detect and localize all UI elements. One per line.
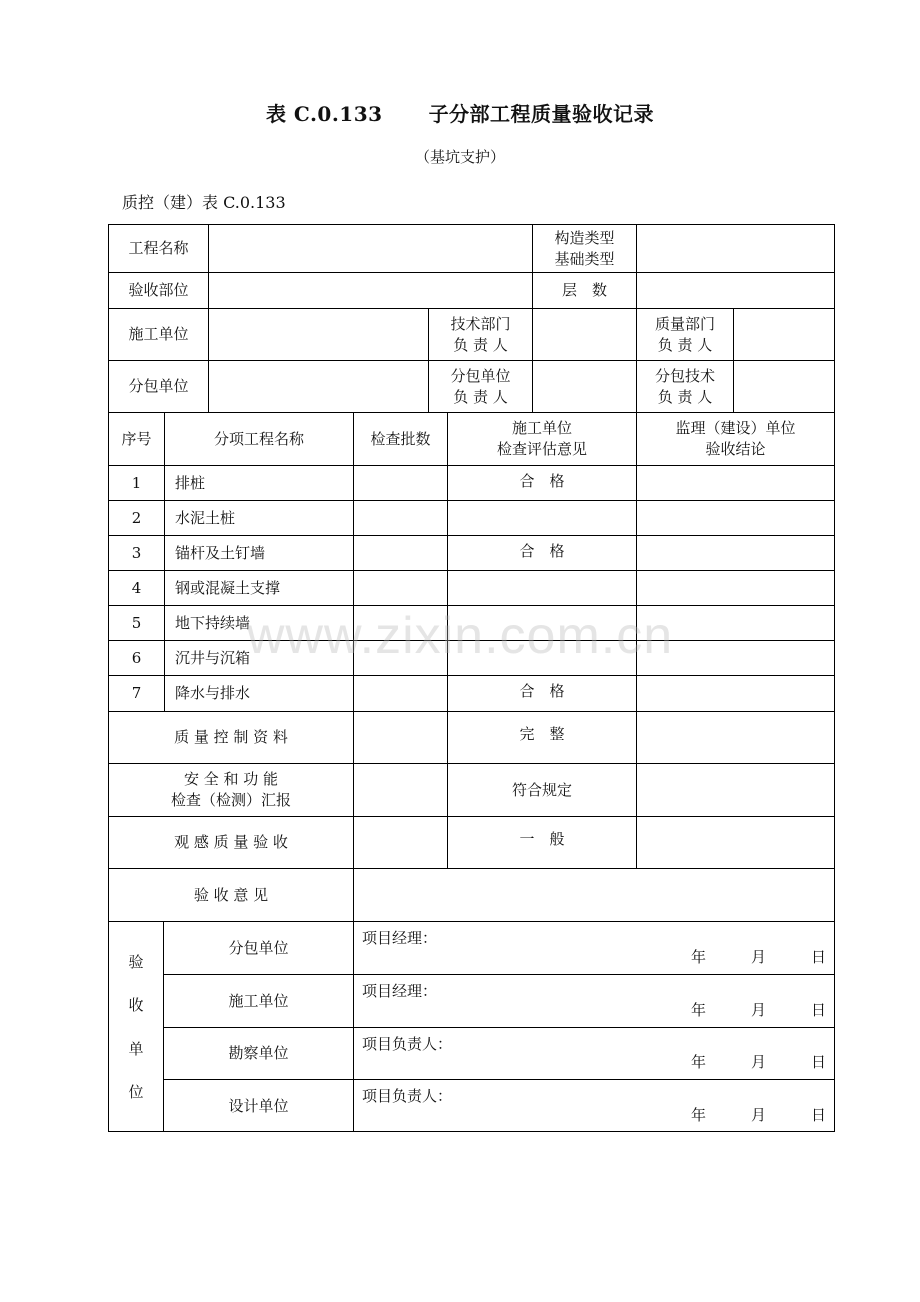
- table-row: [109, 570, 834, 605]
- item-name: 沉井与沉箱: [164, 641, 353, 675]
- subcontract-tech-value[interactable]: [733, 361, 834, 412]
- signature-unit: 施工单位: [228, 991, 289, 1010]
- tech-dept-value[interactable]: [532, 309, 636, 360]
- table-row: [109, 675, 834, 711]
- safety-row: [109, 763, 834, 816]
- item-conclusion[interactable]: [636, 501, 834, 535]
- signature-row: [164, 922, 834, 974]
- signature-role: 项目负责人：: [362, 1035, 453, 1053]
- construction-unit-row: [109, 308, 834, 360]
- item-batches[interactable]: [353, 501, 447, 535]
- acceptance-opinion-label: 验 收 意 见: [193, 885, 269, 904]
- item-seq: 1: [131, 473, 142, 492]
- acceptance-opinion-row: [109, 868, 834, 921]
- side-char: 位: [128, 1082, 144, 1101]
- item-batches[interactable]: [353, 466, 447, 500]
- item-seq: 5: [131, 613, 142, 632]
- table-row: [109, 605, 834, 640]
- item-opinion: 合 格: [447, 466, 636, 500]
- safety-batches[interactable]: [353, 764, 447, 816]
- construction-unit-label: 施工单位: [128, 325, 189, 343]
- acceptance-part-value[interactable]: [208, 273, 532, 308]
- safety-label: 安 全 和 功 能 检查（检测）汇报: [170, 770, 291, 809]
- item-seq: 4: [131, 578, 142, 597]
- column-header-row: [109, 412, 834, 465]
- item-opinion: [447, 641, 636, 675]
- item-batches[interactable]: [353, 676, 447, 711]
- table-code: 表 C.0.133: [265, 102, 383, 126]
- item-batches[interactable]: [353, 536, 447, 570]
- signature-date: 年 月 日: [690, 1053, 826, 1071]
- item-name: 水泥土桩: [164, 501, 353, 535]
- form-code: 质控（建）表 C.0.133: [122, 193, 286, 212]
- item-name: 地下持续墙: [164, 606, 353, 640]
- type-value[interactable]: [636, 225, 834, 272]
- signature-field[interactable]: [353, 1080, 834, 1132]
- watermark: www.zixin.com.cn: [246, 607, 674, 665]
- subcontract-unit-value[interactable]: [208, 361, 428, 412]
- quality-docs-opinion: 完 整: [447, 712, 636, 763]
- table-row: [109, 640, 834, 675]
- item-name: 钢或混凝土支撑: [164, 571, 353, 605]
- acceptance-opinion-value[interactable]: [353, 869, 834, 921]
- subtitle: （基坑支护）: [414, 148, 505, 166]
- item-opinion: [447, 606, 636, 640]
- type-labels: [532, 225, 636, 272]
- signature-role: 项目负责人：: [362, 1087, 453, 1105]
- item-opinion: [447, 501, 636, 535]
- signature-date: 年 月 日: [690, 1001, 826, 1019]
- structure-type-label: 构造类型: [554, 228, 615, 247]
- item-seq: 2: [131, 508, 142, 527]
- quality-docs-label: 质 量 控 制 资 料: [174, 728, 288, 746]
- appearance-row: [109, 816, 834, 868]
- appearance-batches[interactable]: [353, 817, 447, 868]
- signature-field[interactable]: [353, 1028, 834, 1079]
- acceptance-part-label: 验收部位: [128, 281, 189, 299]
- safety-opinion: 符合规定: [447, 764, 636, 816]
- subcontract-head-label: 分包单位 负 责 人: [428, 361, 532, 412]
- signature-unit: 勘察单位: [228, 1044, 289, 1062]
- acceptance-unit-side-label: [109, 922, 164, 1131]
- item-name: 排桩: [164, 466, 353, 500]
- document-title: [0, 98, 920, 127]
- subcontract-head-value[interactable]: [532, 361, 636, 412]
- item-conclusion[interactable]: [636, 466, 834, 500]
- foundation-type-label: 基础类型: [554, 249, 615, 268]
- signature-date: 年 月 日: [690, 948, 826, 966]
- signature-role: 项目经理：: [362, 929, 438, 947]
- item-seq: 6: [131, 648, 142, 667]
- item-conclusion[interactable]: [636, 536, 834, 570]
- item-opinion: [447, 571, 636, 605]
- quality-dept-value[interactable]: [733, 309, 834, 360]
- item-name: 降水与排水: [164, 676, 353, 711]
- item-seq: 3: [131, 543, 142, 562]
- quality-docs-batches[interactable]: [353, 712, 447, 763]
- signature-row: [164, 1027, 834, 1079]
- acceptance-part-row: [109, 272, 834, 308]
- col-item-name: 分项工程名称: [164, 413, 353, 465]
- quality-docs-conclusion[interactable]: [636, 712, 834, 763]
- construction-unit-value[interactable]: [208, 309, 428, 360]
- floors-value[interactable]: [636, 273, 834, 308]
- floors-label: 层 数: [532, 273, 636, 308]
- table-row: [109, 465, 834, 500]
- tech-dept-label: 技术部门 负 责 人: [428, 309, 532, 360]
- subcontract-unit-row: [109, 360, 834, 412]
- signature-row: [164, 1079, 834, 1132]
- project-name-value[interactable]: [208, 225, 532, 272]
- acceptance-table: [108, 224, 835, 1132]
- item-conclusion[interactable]: [636, 571, 834, 605]
- signature-date: 年 月 日: [690, 1106, 826, 1124]
- appearance-conclusion[interactable]: [636, 817, 834, 868]
- signature-rows: [164, 922, 834, 1131]
- table-row: [109, 500, 834, 535]
- item-opinion: 合 格: [447, 676, 636, 711]
- item-seq: 7: [131, 684, 142, 702]
- side-char: 验: [128, 953, 144, 972]
- side-char: 单: [128, 1039, 144, 1058]
- appearance-label: 观 感 质 量 验 收: [174, 833, 288, 851]
- signature-unit: 分包单位: [228, 938, 289, 957]
- item-conclusion[interactable]: [636, 641, 834, 675]
- signature-field[interactable]: [353, 922, 834, 974]
- table-name: 子分部工程质量验收记录: [428, 102, 655, 126]
- col-contractor-opinion: 施工单位 检查评估意见: [447, 413, 636, 465]
- quality-dept-label: 质量部门 负 责 人: [636, 309, 733, 360]
- col-batches: 检查批数: [353, 413, 447, 465]
- signature-field[interactable]: [353, 975, 834, 1027]
- side-char: 收: [128, 996, 144, 1015]
- col-seq: 序号: [121, 429, 152, 448]
- signature-block: [109, 921, 834, 1131]
- safety-conclusion[interactable]: [636, 764, 834, 816]
- table-row: [109, 535, 834, 570]
- signature-role: 项目经理：: [362, 982, 438, 1000]
- item-opinion: 合 格: [447, 536, 636, 570]
- quality-docs-row: [109, 711, 834, 763]
- subcontract-unit-label: 分包单位: [128, 377, 189, 395]
- item-batches[interactable]: [353, 641, 447, 675]
- item-name: 锚杆及土钉墙: [164, 536, 353, 570]
- item-batches[interactable]: [353, 606, 447, 640]
- appearance-opinion: 一 般: [447, 817, 636, 868]
- item-batches[interactable]: [353, 571, 447, 605]
- col-supervisor-conclusion: 监理（建设）单位 验收结论: [636, 413, 834, 465]
- signature-unit: 设计单位: [228, 1096, 289, 1115]
- subcontract-tech-label: 分包技术 负 责 人: [636, 361, 733, 412]
- project-name-row: [109, 225, 834, 272]
- project-name-label: 工程名称: [128, 239, 189, 257]
- item-conclusion[interactable]: [636, 606, 834, 640]
- signature-row: [164, 974, 834, 1027]
- item-conclusion[interactable]: [636, 676, 834, 711]
